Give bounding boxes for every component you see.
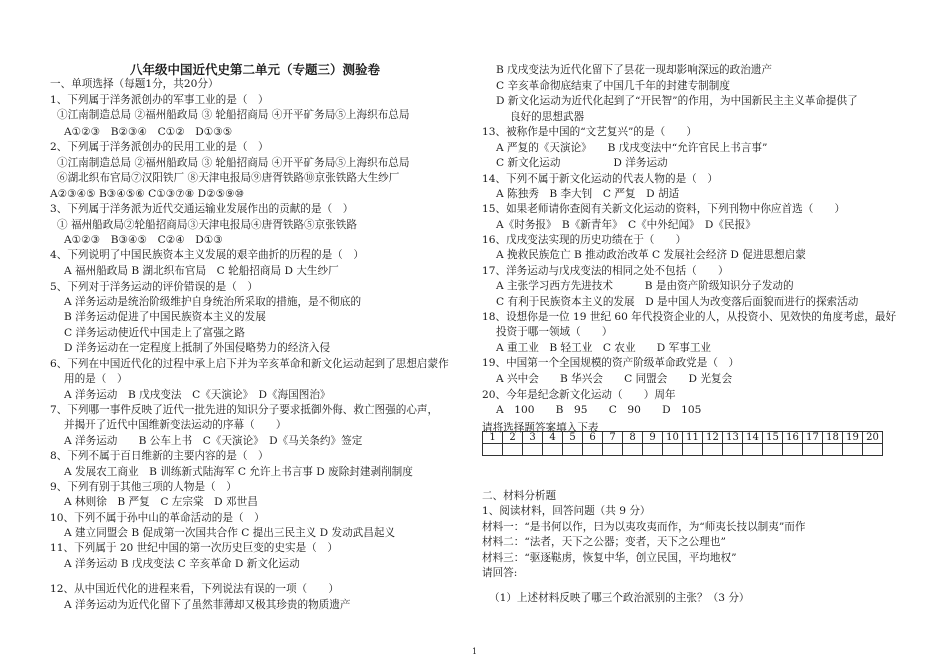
answer-table-number-9: 9 (643, 432, 663, 444)
right-line-3: D 新文化运动为近代化起到了“开民智”的作用，为中国新民主主义革命提供了 (496, 95, 858, 107)
answer-cell-14[interactable] (743, 444, 763, 456)
answer-cell-15[interactable] (763, 444, 783, 456)
left-line-29: 10、下列不属于孙中山的革命活动的是（ ） (50, 512, 265, 524)
left-line-1: 一、单项选择（每题1分，共20分） (50, 78, 219, 90)
left-line-7: ⑥湖北织布官局⑦汉阳铁厂 ⑧天津电报局⑨唐胥铁路⑩京张铁路大生纱厂 (57, 172, 400, 184)
answer-table-number-8: 8 (623, 432, 643, 444)
left-line-24: A 洋务运动 B 公车上书 C《天演论》 D《马关条约》签定 (64, 435, 363, 447)
right-line-23: A 100 B 95 C 90 D 105 (496, 404, 702, 416)
left-line-20: 用的是（ ） (64, 373, 128, 385)
answer-cell-3[interactable] (523, 444, 543, 456)
left-line-16: B 洋务运动促进了中国民族资本主义的发展 (64, 311, 266, 323)
right-line-2: C 辛亥革命彻底结束了中国几千年的封建专制制度 (496, 80, 730, 92)
right-line-6: A 严复的《天演论》 B 戊戌变法中“允许官民上书言事” (496, 142, 768, 154)
answer-table-number-1: 1 (483, 432, 503, 444)
answer-cell-13[interactable] (723, 444, 743, 456)
right-line-21: A 兴中会 B 华兴会 C 同盟会 D 光复会 (496, 373, 733, 385)
answer-cell-17[interactable] (803, 444, 823, 456)
answer-cell-1[interactable] (483, 444, 503, 456)
answer-cell-2[interactable] (503, 444, 523, 456)
left-line-17: C 洋务运动使近代中国走上了富强之路 (64, 327, 245, 339)
right-line-16: C 有利于民族资本主义的发展 D 是中国人为改变落后面貌而进行的探索活动 (496, 296, 859, 308)
left-line-27: 9、下列有别于其他三项的人物是（ ） (50, 481, 237, 493)
right-line-9: A 陈独秀 B 李大钊 C 严复 D 胡适 (496, 188, 680, 200)
answer-table (482, 431, 883, 456)
left-line-15: A 洋务运动是统治阶级维护自身统治所采取的措施，是不彻底的 (64, 296, 362, 308)
left-line-31: 11、下列属于 20 世纪中国的第一次历史巨变的史实是（ ） (50, 542, 338, 554)
left-line-32: A 洋务运动 B 戊戌变法 C 辛亥革命 D 新文化运动 (64, 558, 300, 570)
answer-table-number-20: 20 (863, 432, 883, 444)
left-line-13: A 福州船政局 B 湖北织布官局 C 轮船招商局 D 大生纱厂 (64, 265, 339, 277)
left-line-22: 7、下列哪一事件反映了近代一批先进的知识分子要求抵御外侮、救亡图强的心声， (50, 404, 439, 416)
right-line-11: A《时务报》 B《新青年》 C《中外纪闻》 D《民报》 (496, 219, 756, 231)
left-line-26: A 发展农工商业 B 训练新式陆海军 C 允许上书言事 D 废除封建剥削制度 (64, 466, 413, 478)
answer-cell-4[interactable] (543, 444, 563, 456)
left-line-19: 6、下列在中国近代化的过程中承上启下并为辛亥革命和新文化运动起到了思想启蒙作 (50, 358, 449, 370)
answer-cell-10[interactable] (663, 444, 683, 456)
left-line-6: ①江南制造总局 ②福州船政局 ③ 轮船招商局 ④开平矿务局⑤上海织布总局 (57, 157, 410, 169)
right-line-30: 请回答: (482, 567, 518, 579)
right-line-10: 15、如果老师请你查阅有关新文化运动的资料，下列刊物中你应首选（ ） (482, 203, 846, 215)
right-line-26: 1、阅读材料，回答问题（共 9 分） (482, 505, 651, 517)
left-line-4: A①②③ B②③④ C①② D①③⑤ (64, 126, 233, 138)
answer-cell-6[interactable] (583, 444, 603, 456)
right-line-14: 17、洋务运动与戊戌变法的相同之处不包括（ ） (482, 265, 729, 277)
right-line-8: 14、下列不属于新文化运动的代表人物的是（ ） (482, 173, 718, 185)
answer-table-number-11: 11 (683, 432, 703, 444)
right-line-19: A 重工业 B 轻工业 C 农业 D 军事工业 (496, 342, 712, 354)
answer-table-number-3: 3 (523, 432, 543, 444)
left-line-21: A 洋务运动 B 戊戌变法 C《天演论》 D《海国图治》 (64, 389, 331, 401)
left-line-23: 并揭开了近代中国维新变法运动的序幕（ ） (64, 419, 287, 431)
right-line-13: A 挽救民族危亡 B 推动政治改革 C 发展社会经济 D 促进思想启蒙 (496, 249, 806, 261)
answer-cell-5[interactable] (563, 444, 583, 456)
answer-table-number-6: 6 (583, 432, 603, 444)
right-line-7: C 新文化运动 D 洋务运动 (496, 157, 668, 169)
right-line-29: 材料三：“驱逐鞑虏，恢复中华，创立民国，平均地权” (482, 552, 737, 564)
left-line-2: 1、下列属于洋务派创办的军事工业的是（ ） (50, 94, 269, 106)
answer-cell-7[interactable] (603, 444, 623, 456)
answer-cell-19[interactable] (843, 444, 863, 456)
left-line-11: A①②③ B③④⑤ C②④ D①③ (64, 234, 223, 246)
answer-table-number-7: 7 (603, 432, 623, 444)
left-line-33: 12、从中国近代化的进程来看，下列说法有误的一项（ ） (50, 583, 339, 595)
right-line-4: 良好的思想武器 (510, 111, 585, 123)
right-line-17: 18、设想你是一位 19 世纪 60 年代投资企业的人，从投资小、见效快的角度考虑，最好 (482, 311, 897, 323)
right-line-5: 13、被称作是中国的“文艺复兴”的是（ ） (482, 126, 697, 138)
answer-table-number-12: 12 (703, 432, 723, 444)
answer-table-number-15: 15 (763, 432, 783, 444)
right-line-20: 19、中国第一个全国规模的资产阶级革命政党是（ ） (482, 357, 740, 369)
right-line-27: 材料一：“是书何以作，曰为以夷攻夷而作，为“师夷长技以制夷”而作 (482, 521, 806, 533)
left-line-3: ①江南制造总局 ②福州船政局 ③ 轮船招商局 ④开平矿务局⑤上海织布总局 (57, 109, 410, 121)
left-line-28: A 林则徐 B 严复 C 左宗棠 D 邓世昌 (64, 496, 258, 508)
answer-table-number-16: 16 (783, 432, 803, 444)
right-line-18: 投资于哪一领域（ ） (496, 326, 613, 338)
answer-table-number-4: 4 (543, 432, 563, 444)
left-line-14: 5、下列对于洋务运动的评价错误的是（ ） (50, 281, 259, 293)
answer-cell-12[interactable] (703, 444, 723, 456)
left-line-34: A 洋务运动为近代化留下了虽然菲薄却又极其珍贵的物质遗产 (64, 599, 351, 611)
right-line-31: （1）上述材料反映了哪三个政治派别的主张？（3 分） (489, 592, 750, 604)
answer-table-header-row (483, 432, 883, 444)
left-line-5: 2、下列属于洋务派创办的民用工业的是（ ） (50, 141, 269, 153)
left-line-12: 4、下列说明了中国民族资本主义发展的艰辛曲折的历程的是（ ） (50, 249, 364, 261)
left-line-18: D 洋务运动在一定程度上抵制了外国侵略势力的经济入侵 (64, 342, 331, 354)
right-line-12: 16、戊戌变法实现的历史功绩在于（ ） (482, 234, 687, 246)
answer-table-number-18: 18 (823, 432, 843, 444)
answer-table-number-14: 14 (743, 432, 763, 444)
answer-table-blank-row (483, 444, 883, 456)
answer-table-number-2: 2 (503, 432, 523, 444)
right-line-24: 请将选择题答案填入下表 (482, 422, 599, 434)
answer-table-number-17: 17 (803, 432, 823, 444)
answer-cell-9[interactable] (643, 444, 663, 456)
answer-cell-16[interactable] (783, 444, 803, 456)
left-line-10: ① 福州船政局②轮船招商局③天津电报局④唐胥铁路⑤京张铁路 (57, 219, 357, 231)
left-line-8: A②③④⑤ B③④⑤⑥ C①③⑦⑧ D②⑤⑨⑩ (50, 188, 245, 200)
page-number: 1 (472, 647, 478, 656)
page-title: 八年级中国近代史第二单元（专题三）测验卷 (130, 62, 381, 77)
right-line-22: 20、今年是纪念新文化运动（ ）周年 (482, 389, 676, 401)
right-line-25: 二、材料分析题 (482, 490, 557, 502)
right-line-28: 材料二：“法者，天下之公器；变者，天下之公理也” (482, 536, 726, 548)
answer-table-number-10: 10 (663, 432, 683, 444)
answer-cell-8[interactable] (623, 444, 643, 456)
answer-cell-18[interactable] (823, 444, 843, 456)
left-line-30: A 建立同盟会 B 促成第一次国共合作 C 提出三民主义 D 发动武昌起义 (64, 527, 396, 539)
right-line-1: B 戊戌变法为近代化留下了昙花一现却影响深远的政治遗产 (496, 64, 772, 76)
answer-table-number-13: 13 (723, 432, 743, 444)
left-line-9: 3、下列属于洋务派为近代交通运输业发展作出的贡献的是（ ） (50, 203, 354, 215)
answer-table-number-19: 19 (843, 432, 863, 444)
answer-table-number-5: 5 (563, 432, 583, 444)
answer-cell-11[interactable] (683, 444, 703, 456)
left-line-25: 8、下列不属于百日维新的主要内容的是（ ） (50, 450, 269, 462)
right-line-15: A 主张学习西方先进技术 B 是由资产阶级知识分子发动的 (496, 280, 794, 292)
answer-cell-20[interactable] (863, 444, 883, 456)
